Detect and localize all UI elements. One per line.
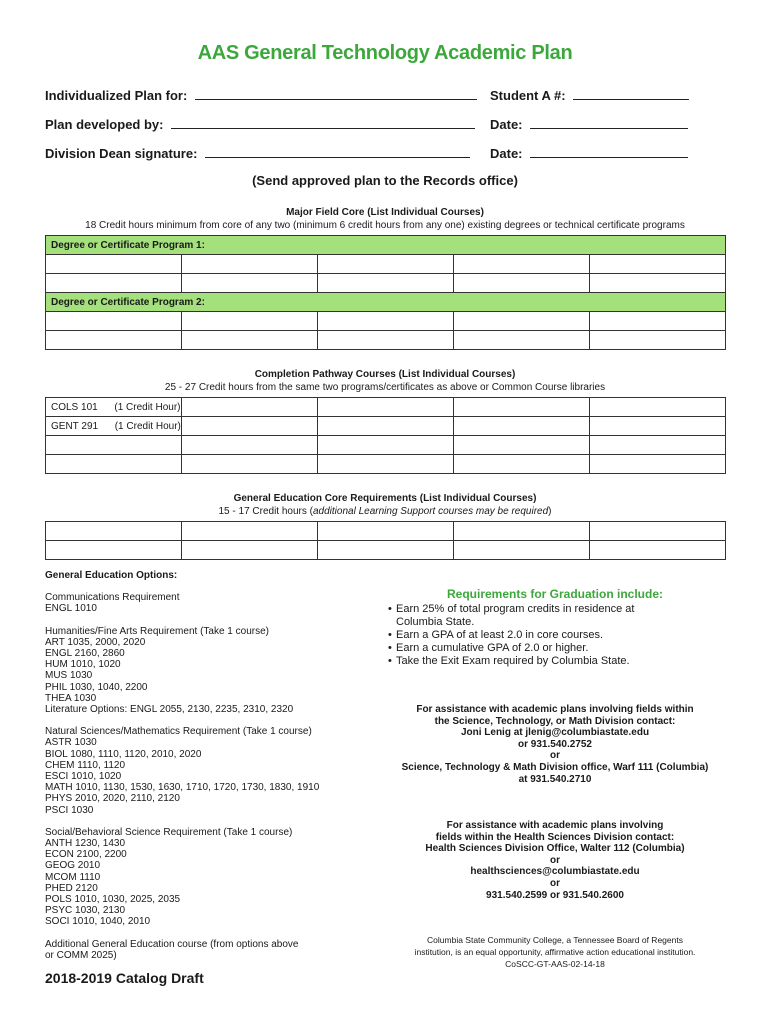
table-cell[interactable] xyxy=(454,522,590,541)
list-item: Additional General Education course (from options above xyxy=(45,938,299,950)
list-item: PHYS 2010, 2020, 2110, 2120 xyxy=(45,793,180,805)
dean-signature-field[interactable] xyxy=(45,146,470,161)
table-cell[interactable] xyxy=(590,331,726,350)
table-cell[interactable] xyxy=(46,455,182,474)
table-cell[interactable] xyxy=(590,522,726,541)
table-cell[interactable] xyxy=(454,312,590,331)
gen-ed-table xyxy=(45,521,726,560)
assist-line: For assistance with academic plans involving fields within xyxy=(416,704,694,715)
table-cell[interactable] xyxy=(454,436,590,455)
humanities-block xyxy=(45,626,345,716)
table-cell[interactable] xyxy=(454,255,590,274)
catalog-label: 2018-2019 Catalog Draft xyxy=(45,970,204,986)
options-heading: General Education Options: xyxy=(45,570,178,581)
list-item: ECON 2100, 2200 xyxy=(45,849,127,861)
date-label-1: Date: xyxy=(490,117,523,132)
list-item: Natural Sciences/Mathematics Requirement (Take 1 course) xyxy=(45,726,312,738)
requirements-title: Requirements for Graduation include: xyxy=(446,587,664,601)
table-cell[interactable] xyxy=(46,274,182,293)
student-a-label: Student A #: xyxy=(490,88,566,103)
table-cell[interactable] xyxy=(182,274,318,293)
table-cell[interactable] xyxy=(182,398,318,417)
page-title: AAS General Technology Academic Plan xyxy=(197,42,573,64)
plan-for-field[interactable] xyxy=(45,88,477,103)
list-item: • Earn a GPA of at least 2.0 in core courses. xyxy=(388,629,730,642)
developed-by-label: Plan developed by: xyxy=(45,117,164,132)
table-cell[interactable] xyxy=(46,312,182,331)
table-cell[interactable] xyxy=(454,541,590,560)
list-item: Humanities/Fine Arts Requirement (Take 1 course) xyxy=(45,625,269,637)
developed-by-line[interactable] xyxy=(171,117,475,129)
table-cell[interactable] xyxy=(318,398,454,417)
assist-line: fields within the Health Sciences Division contact: xyxy=(435,831,675,843)
gen-ed-options xyxy=(45,570,345,961)
list-item: GEOG 2010 xyxy=(45,860,101,872)
institution-note xyxy=(380,934,730,970)
completion-title: Completion Pathway Courses (List Individual Courses) xyxy=(254,369,516,380)
list-item: CHEM 1110, 1120 xyxy=(45,759,126,771)
table-cell[interactable] xyxy=(454,455,590,474)
table-row xyxy=(46,331,726,350)
additional-block xyxy=(45,939,345,961)
student-a-line[interactable] xyxy=(573,88,689,100)
table-cell[interactable] xyxy=(46,541,182,560)
table-cell[interactable] xyxy=(318,436,454,455)
table-cell[interactable] xyxy=(454,331,590,350)
note-line: CoSCC-GT-AAS-02-14-18 xyxy=(505,959,605,969)
gent-291-cell: GENT 291 (1 Credit Hour) xyxy=(46,417,182,436)
list-item: MCOM 1110 xyxy=(45,871,101,883)
table-cell[interactable] xyxy=(590,541,726,560)
list-item: ESCI 1010, 1020 xyxy=(45,771,122,783)
list-item: ENGL 1010 xyxy=(45,603,97,615)
developed-by-field[interactable] xyxy=(45,117,475,132)
table-cell[interactable] xyxy=(318,541,454,560)
list-item: Social/Behavioral Science Requirement (Take 1 course) xyxy=(45,826,293,838)
assist-line: or xyxy=(550,854,560,866)
list-item: Communications Requirement xyxy=(45,592,180,604)
assist-line: the Science, Technology, or Math Division contact: xyxy=(434,715,676,727)
table-cell[interactable] xyxy=(182,436,318,455)
completion-table xyxy=(45,397,726,474)
table-row xyxy=(46,312,726,331)
gen-ed-subtitle-end: ) xyxy=(548,506,552,517)
plan-for-label: Individualized Plan for: xyxy=(45,88,188,103)
table-row xyxy=(46,417,726,436)
major-core-table xyxy=(45,235,726,350)
gen-ed-subtitle-text: 15 - 17 Credit hours ( xyxy=(218,506,313,517)
note-line: institution, is an equal opportunity, affirmative action educational institution. xyxy=(414,947,696,957)
social-sciences-block xyxy=(45,827,345,928)
major-core-title: Major Field Core (List Individual Courses) xyxy=(286,207,484,218)
list-item: PSCI 1030 xyxy=(45,804,94,816)
table-row xyxy=(46,455,726,474)
table-cell[interactable] xyxy=(318,331,454,350)
table-cell[interactable] xyxy=(182,312,318,331)
send-note: (Send approved plan to the Records office) xyxy=(252,173,518,188)
stem-assistance xyxy=(380,704,730,785)
table-cell[interactable] xyxy=(182,255,318,274)
table-row xyxy=(46,398,726,417)
table-cell[interactable] xyxy=(182,417,318,436)
table-cell[interactable] xyxy=(590,455,726,474)
assist-line: healthsciences@columbiastate.edu xyxy=(470,866,640,878)
table-cell[interactable] xyxy=(46,436,182,455)
list-item: PHIL 1030, 1040, 2200 xyxy=(45,681,148,693)
table-cell[interactable] xyxy=(590,255,726,274)
list-item: ASTR 1030 xyxy=(45,737,97,749)
program-2-header: Degree or Certificate Program 2: xyxy=(46,293,726,312)
gen-ed-title: General Education Core Requirements (List Individual Courses) xyxy=(233,493,537,504)
list-item: • Earn 25% of total program credits in residence at Columbia State. xyxy=(388,603,646,629)
table-cell[interactable] xyxy=(590,417,726,436)
assist-line: or xyxy=(550,877,560,889)
table-row xyxy=(46,255,726,274)
table-cell[interactable] xyxy=(46,331,182,350)
communications-block xyxy=(45,592,345,614)
list-item: HUM 1010, 1020 xyxy=(45,659,121,671)
program-1-header: Degree or Certificate Program 1: xyxy=(46,236,726,255)
plan-for-line[interactable] xyxy=(195,88,477,100)
student-a-field[interactable] xyxy=(490,88,689,103)
table-cell[interactable] xyxy=(454,274,590,293)
health-sciences-assistance xyxy=(380,820,730,901)
list-item: MATH 1010, 1130, 1530, 1630, 1710, 1720, 1730, 1830, 1910 xyxy=(45,782,320,794)
gen-ed-subtitle xyxy=(0,506,770,517)
table-cell[interactable] xyxy=(318,255,454,274)
list-item: ENGL 2160, 2860 xyxy=(45,648,125,660)
list-item: ANTH 1230, 1430 xyxy=(45,838,126,850)
table-cell[interactable] xyxy=(318,455,454,474)
list-item: BIOL 1080, 1110, 1120, 2010, 2020 xyxy=(45,748,202,760)
table-row xyxy=(46,274,726,293)
table-row xyxy=(46,541,726,560)
table-cell[interactable] xyxy=(454,398,590,417)
cols-101-cell: COLS 101 (1 Credit Hour) xyxy=(46,398,182,417)
dean-signature-line[interactable] xyxy=(205,146,470,158)
date-field-1[interactable] xyxy=(490,117,688,132)
assist-line: Joni Lenig at jlenig@columbiastate.edu xyxy=(460,727,650,739)
list-item: • Take the Exit Exam required by Columbia State. xyxy=(388,655,730,668)
dean-signature-label: Division Dean signature: xyxy=(45,146,198,161)
graduation-requirements xyxy=(380,587,730,668)
table-cell[interactable] xyxy=(318,274,454,293)
table-cell[interactable] xyxy=(318,522,454,541)
date-line-1[interactable] xyxy=(530,117,688,129)
table-cell[interactable] xyxy=(590,398,726,417)
table-cell[interactable] xyxy=(182,541,318,560)
table-cell[interactable] xyxy=(318,312,454,331)
table-cell[interactable] xyxy=(318,417,454,436)
list-item: SOCI 1010, 1040, 2010 xyxy=(45,916,151,928)
requirements-list xyxy=(388,603,730,668)
list-item: POLS 1010, 1030, 2025, 2035 xyxy=(45,894,181,906)
table-cell[interactable] xyxy=(182,455,318,474)
list-item: MUS 1030 xyxy=(45,670,93,682)
assist-line: Health Sciences Division Office, Walter 112 (Columbia) xyxy=(425,843,685,855)
list-item: THEA 1030 xyxy=(45,692,97,704)
table-cell[interactable] xyxy=(590,436,726,455)
table-cell[interactable] xyxy=(590,312,726,331)
gen-ed-subtitle-italic: additional Learning Support courses may be required xyxy=(313,506,549,517)
assist-line: at 931.540.2710 xyxy=(518,773,592,785)
table-cell[interactable] xyxy=(182,522,318,541)
list-item: Literature Options: ENGL 2055, 2130, 2235, 2310, 2320 xyxy=(45,704,294,716)
table-row xyxy=(46,522,726,541)
natural-sciences-block xyxy=(45,726,345,816)
date-line-2[interactable] xyxy=(530,146,688,158)
table-cell[interactable] xyxy=(454,417,590,436)
list-item: • Earn a cumulative GPA of 2.0 or higher. xyxy=(388,642,730,655)
list-item: PHED 2120 xyxy=(45,882,98,894)
assist-line: or xyxy=(550,750,560,762)
completion-subtitle: 25 - 27 Credit hours from the same two programs/certificates as above or Common Course libraries xyxy=(164,382,606,393)
assist-line: For assistance with academic plans involving xyxy=(446,820,664,831)
table-cell[interactable] xyxy=(182,331,318,350)
table-cell[interactable] xyxy=(590,274,726,293)
date-label-2: Date: xyxy=(490,146,523,161)
list-item: ART 1035, 2000, 2020 xyxy=(45,636,146,648)
date-field-2[interactable] xyxy=(490,146,688,161)
table-cell[interactable] xyxy=(46,255,182,274)
table-row xyxy=(46,436,726,455)
list-item: or COMM 2025) xyxy=(45,949,117,961)
major-core-subtitle: 18 Credit hours minimum from core of any two (minimum 6 credit hours from any one) existing degrees or technical certificate programs xyxy=(85,220,685,231)
assist-line: 931.540.2599 or 931.540.2600 xyxy=(486,889,624,901)
table-cell[interactable] xyxy=(46,522,182,541)
list-item: PSYC 1030, 2130 xyxy=(45,905,126,917)
note-line: Columbia State Community College, a Tennessee Board of Regents xyxy=(427,935,683,945)
assist-line: or 931.540.2752 xyxy=(518,738,592,750)
assist-line: Science, Technology & Math Division office, Warf 111 (Columbia) xyxy=(401,761,709,773)
